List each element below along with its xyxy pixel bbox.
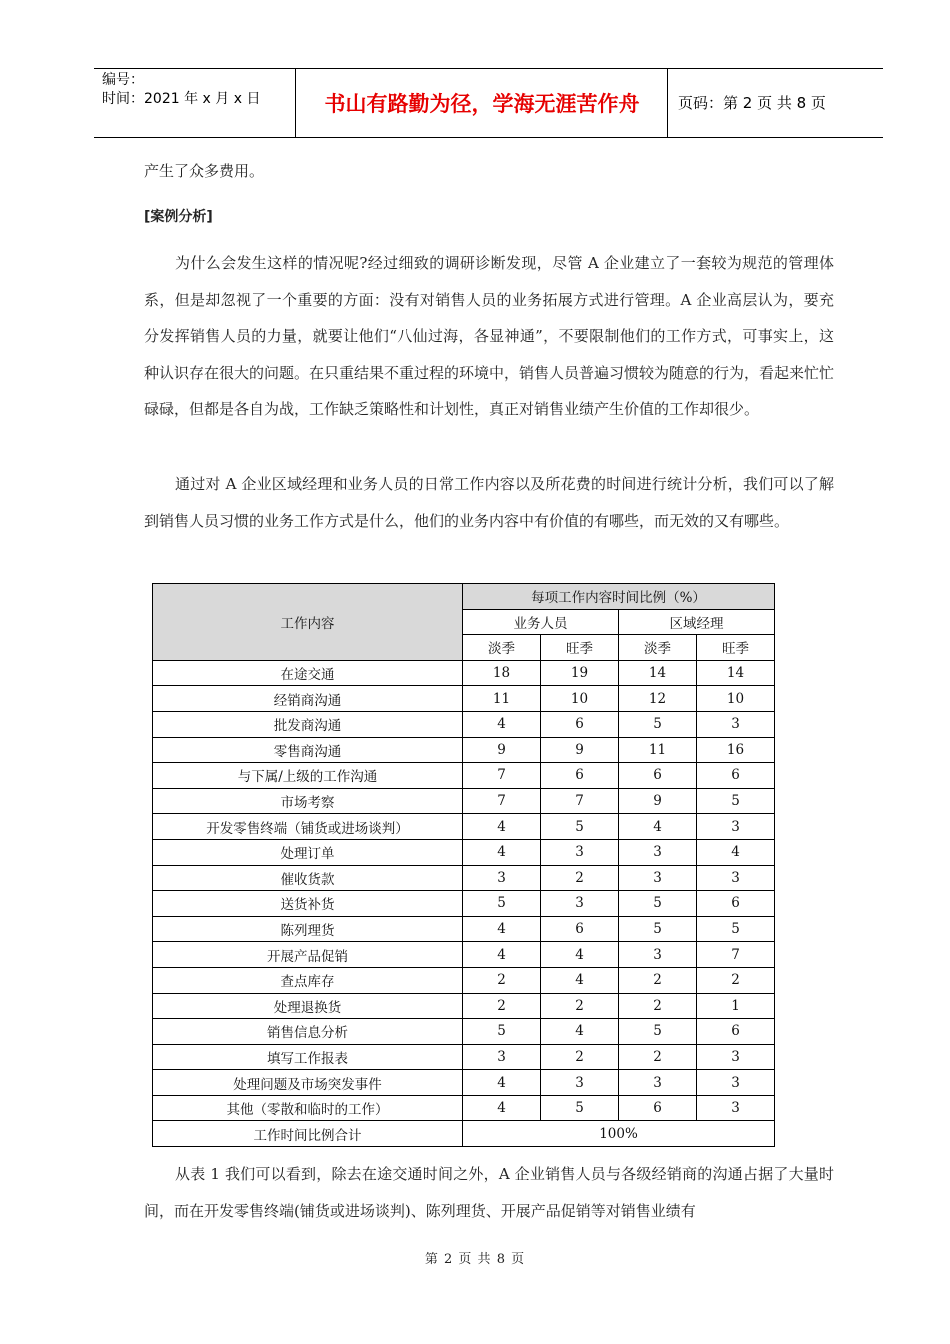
- motto: 书山有路勤为径，学海无涯苦作舟: [324, 92, 640, 116]
- table-row: [153, 839, 775, 865]
- row-label: 开发零售终端（铺货或进场谈判）: [153, 814, 463, 840]
- header-season: 旺季: [541, 635, 619, 661]
- row-value: 5: [463, 1019, 541, 1045]
- row-label: 销售信息分析: [153, 1019, 463, 1045]
- page-header: [94, 68, 883, 138]
- table-row: [153, 1070, 775, 1096]
- row-value: 5: [463, 891, 541, 917]
- row-value: 4: [541, 942, 619, 968]
- table-row: [153, 1044, 775, 1070]
- row-value: 16: [697, 737, 775, 763]
- row-value: 5: [619, 711, 697, 737]
- total-label: 工作时间比例合计: [153, 1121, 463, 1147]
- header-season: 旺季: [697, 635, 775, 661]
- table-row: [153, 891, 775, 917]
- row-value: 10: [697, 686, 775, 712]
- row-value: 4: [463, 916, 541, 942]
- table-row: [153, 737, 775, 763]
- row-value: 3: [619, 865, 697, 891]
- row-value: 3: [541, 1070, 619, 1096]
- row-value: 2: [463, 967, 541, 993]
- header-season: 淡季: [463, 635, 541, 661]
- row-label: 催收货款: [153, 865, 463, 891]
- row-value: 7: [463, 788, 541, 814]
- row-label: 送货补货: [153, 891, 463, 917]
- row-value: 12: [619, 686, 697, 712]
- row-value: 3: [697, 711, 775, 737]
- row-value: 4: [697, 839, 775, 865]
- paragraph-1: 为什么会发生这样的情况呢?经过细致的调研诊断发现，尽管 A 企业建立了一套较为规范的管理体系，但是却忽视了一个重要的方面：没有对销售人员的业务拓展方式进行管理。A 企业高层认为，要充分发挥销售人员的力量，就要让他们“八仙过海，各显神通”，不要限制他们的工作方式，可事实上，这种认识存在很大的问题。在只重结果不重过程的环境中，销售人员普遍习惯较为随意的行为，看起来忙忙碌碌，但都是各自为战，工作缺乏策略性和计划性，真正对销售业绩产生价值的工作却很少。: [144, 254, 835, 418]
- row-value: 9: [541, 737, 619, 763]
- table-row: [153, 788, 775, 814]
- row-value: 3: [619, 1070, 697, 1096]
- row-label: 零售商沟通: [153, 737, 463, 763]
- table-row: [153, 967, 775, 993]
- row-value: 4: [541, 1019, 619, 1045]
- text-line: 产生了众多费用。: [144, 162, 265, 180]
- row-value: 14: [697, 660, 775, 686]
- paragraph-3: 从表 1 我们可以看到，除去在途交通时间之外，A 企业销售人员与各级经销商的沟通占据了大量时间，而在开发零售终端(铺货或进场谈判)、陈列理货、开展产品促销等对销售业绩有: [144, 1165, 834, 1220]
- row-label: 填写工作报表: [153, 1044, 463, 1070]
- table-row: [153, 660, 775, 686]
- row-value: 4: [463, 839, 541, 865]
- table-row: [153, 916, 775, 942]
- row-value: 5: [697, 788, 775, 814]
- row-value: 1: [697, 993, 775, 1019]
- row-label: 市场考察: [153, 788, 463, 814]
- row-value: 14: [619, 660, 697, 686]
- row-value: 4: [463, 711, 541, 737]
- row-value: 4: [463, 814, 541, 840]
- row-value: 6: [697, 1019, 775, 1045]
- row-value: 2: [541, 993, 619, 1019]
- row-label: 处理退换货: [153, 993, 463, 1019]
- row-value: 3: [541, 839, 619, 865]
- row-label: 与下属/上级的工作沟通: [153, 763, 463, 789]
- table-header-row: [153, 584, 775, 610]
- row-label: 开展产品促销: [153, 942, 463, 968]
- row-value: 7: [463, 763, 541, 789]
- table-row: [153, 993, 775, 1019]
- table-row: [153, 686, 775, 712]
- header-season: 淡季: [619, 635, 697, 661]
- page-footer: 第 2 页 共 8 页: [424, 1252, 526, 1267]
- page-info: 页码：第 2 页 共 8 页: [678, 94, 826, 112]
- row-label: 陈列理货: [153, 916, 463, 942]
- row-value: 18: [463, 660, 541, 686]
- row-value: 3: [619, 942, 697, 968]
- row-value: 3: [463, 865, 541, 891]
- row-value: 7: [697, 942, 775, 968]
- row-value: 3: [619, 839, 697, 865]
- row-value: 2: [619, 993, 697, 1019]
- row-value: 4: [619, 814, 697, 840]
- row-value: 4: [463, 1095, 541, 1121]
- row-value: 10: [541, 686, 619, 712]
- row-value: 6: [541, 916, 619, 942]
- row-value: 3: [697, 865, 775, 891]
- table-total-row: [153, 1121, 775, 1147]
- row-value: 19: [541, 660, 619, 686]
- row-label: 在途交通: [153, 660, 463, 686]
- row-value: 9: [463, 737, 541, 763]
- table-row: [153, 711, 775, 737]
- row-value: 2: [619, 967, 697, 993]
- row-value: 2: [541, 1044, 619, 1070]
- row-value: 3: [697, 1044, 775, 1070]
- row-label: 批发商沟通: [153, 711, 463, 737]
- row-value: 6: [541, 763, 619, 789]
- row-value: 4: [463, 942, 541, 968]
- row-value: 6: [541, 711, 619, 737]
- row-value: 2: [697, 967, 775, 993]
- row-value: 3: [697, 1070, 775, 1096]
- table-row: [153, 1095, 775, 1121]
- row-value: 3: [697, 814, 775, 840]
- row-label: 其他（零散和临时的工作）: [153, 1095, 463, 1121]
- table-row: [153, 942, 775, 968]
- table-row: [153, 763, 775, 789]
- row-value: 6: [697, 763, 775, 789]
- row-value: 2: [463, 993, 541, 1019]
- row-value: 11: [619, 737, 697, 763]
- header-meta: [102, 71, 260, 109]
- paragraph-2: 通过对 A 企业区域经理和业务人员的日常工作内容以及所花费的时间进行统计分析，我们可以了解到销售人员习惯的业务工作方式是什么，他们的业务内容中有价值的有哪些，而无效的又有哪些。: [144, 475, 834, 530]
- row-value: 2: [541, 865, 619, 891]
- row-value: 6: [619, 1095, 697, 1121]
- row-value: 2: [619, 1044, 697, 1070]
- row-label: 经销商沟通: [153, 686, 463, 712]
- table-row: [153, 1019, 775, 1045]
- header-time-ratio: 每项工作内容时间比例（%）: [463, 584, 775, 610]
- row-value: 4: [541, 967, 619, 993]
- row-label: 处理订单: [153, 839, 463, 865]
- section-title: [案例分析]: [144, 209, 213, 225]
- time-label: 时间：2021 年 x 月 x 日: [102, 91, 261, 107]
- row-value: 5: [619, 1019, 697, 1045]
- work-time-table: [152, 583, 775, 1147]
- row-value: 11: [463, 686, 541, 712]
- row-value: 5: [697, 916, 775, 942]
- row-value: 9: [619, 788, 697, 814]
- header-regional-manager: 区域经理: [619, 609, 775, 635]
- row-value: 5: [619, 891, 697, 917]
- total-value: 100%: [463, 1121, 775, 1147]
- row-label: 处理问题及市场突发事件: [153, 1070, 463, 1096]
- row-label: 查点库存: [153, 967, 463, 993]
- row-value: 5: [541, 1095, 619, 1121]
- header-work-content: 工作内容: [153, 584, 463, 661]
- table-row: [153, 865, 775, 891]
- row-value: 5: [541, 814, 619, 840]
- row-value: 3: [541, 891, 619, 917]
- row-value: 3: [697, 1095, 775, 1121]
- row-value: 6: [619, 763, 697, 789]
- row-value: 4: [463, 1070, 541, 1096]
- row-value: 7: [541, 788, 619, 814]
- row-value: 3: [463, 1044, 541, 1070]
- header-sales-staff: 业务人员: [463, 609, 619, 635]
- row-value: 5: [619, 916, 697, 942]
- row-value: 6: [697, 891, 775, 917]
- table-row: [153, 814, 775, 840]
- serial-label: 编号：: [102, 72, 144, 88]
